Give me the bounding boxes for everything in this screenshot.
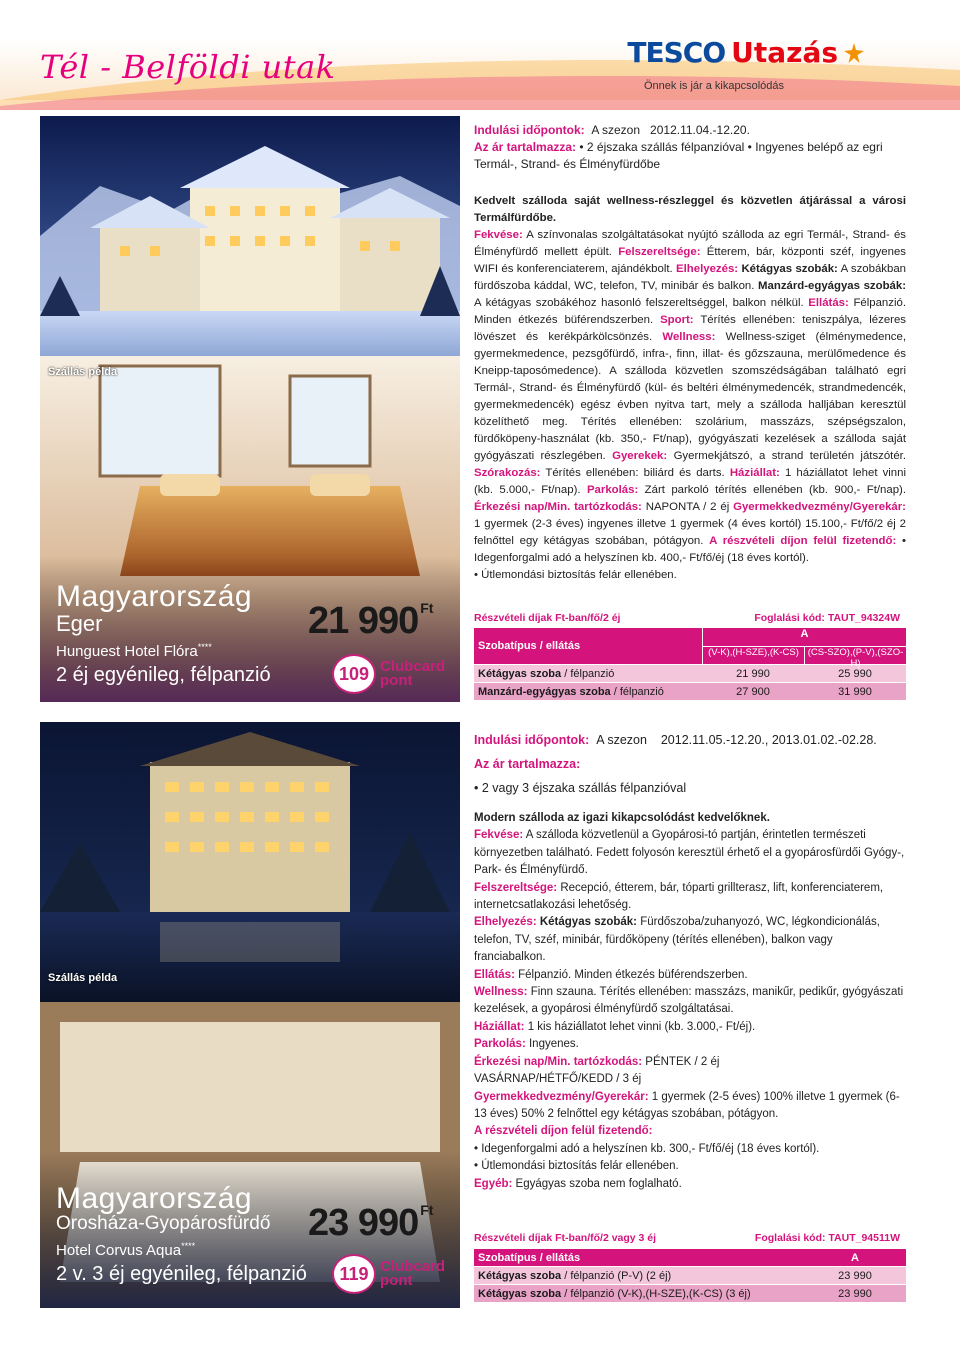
offer2-ellatas-label: Ellátás: [474, 968, 515, 981]
offer1-table-code: Foglalási kód: TAUT_94324W [754, 612, 900, 624]
offer2-ellatas: Félpanzió. Minden étkezés büférendszerben. [518, 968, 748, 981]
offer1-sub2: (CS-SZO),(P-V),(SZO-H) [804, 646, 906, 664]
offer1-hotel-exterior-image [40, 116, 460, 356]
offer1-felsz-label: Felszereltsége: [618, 246, 701, 258]
offer1-dij1: • Idegenforgalmi adó a helyszínen kb. 400,- Ft/fő/éj (18 éves kortól). [474, 535, 907, 564]
offer2-dij1: • Idegenforgalmi adó a helyszínen kb. 300,- Ft/fő/éj (18 éves kortól). [474, 1142, 820, 1155]
offer1-clubcard [332, 654, 445, 694]
offer2-price-table [474, 1232, 906, 1302]
offer1-price-currency: Ft [420, 600, 434, 616]
offer1-departure-label: Indulási időpontok: [474, 123, 585, 137]
offer1-clubcard-points: 109 [332, 654, 376, 694]
offer1-ellatas-label: Ellátás: [808, 297, 849, 309]
offer2-felsz: Recepció, étterem, bár, tóparti grillterasz, lift, konferenciaterem, internetcsatlakozási lehetőség. [474, 881, 884, 912]
offer1-manzard: A kétágyas szobákéhoz hasonló felszereltséggel, balkon nélkül. [474, 297, 804, 309]
offer1-szorak: Térítés ellenében: biliárd és darts. [545, 467, 725, 479]
offer2-egyeb: Egyágyas szoba nem foglalható. [515, 1177, 682, 1190]
offer2-table-title: Részvételi díjak Ft-ban/fő/2 vagy 3 éj [474, 1232, 657, 1244]
offer1-sport: Térítés ellenében: teniszpálya, lézeres lövészet és kerékpárkölcsönzés. [474, 314, 906, 343]
offer1-details [474, 193, 906, 584]
offer2-table-head [474, 1232, 906, 1244]
offer1-park: Zárt parkoló térítés ellenében (kb. 900,- Ft/nap). [644, 484, 907, 496]
offer1-dij2: • Útlemondási biztosítás felár ellenében. [474, 569, 677, 581]
offer1-ellatas: Félpanzió. Minden étkezés büférendszerben. [474, 297, 906, 326]
offer1-fekvese-label: Fekvése: [474, 229, 523, 241]
offer1-elhely: A szobákban fürdőszoba káddal, WC, telefon, TV, minibár és balkon. [474, 263, 906, 292]
table-row [474, 664, 906, 682]
offer2-clubcard-points: 119 [332, 1254, 376, 1294]
offer2-hotel-name [56, 1241, 346, 1259]
offer2-fekvese: A szálloda közvetlenül a Gyopárosi-tó partján, érintetlen természeti környezetben található. Fedett folyosón keresztül érhető el a gyopárosfürdői Gyógy-, Park- és Élményfürdő. [474, 829, 905, 877]
offer2-row2-name-rest: / félpanzió (V-K),(H-SZE),(K-CS) (3 éj) [561, 1287, 751, 1300]
logo-tesco-text: TESCO [627, 36, 726, 69]
offer1-includes-text1: • 2 éjszaka szállás félpanzióval • Ingyenes belépő az egri [579, 140, 883, 154]
offer1-table-header-row [474, 628, 906, 669]
offer2-hotel-text: Hotel Corvus Aqua [56, 1241, 182, 1259]
offer2-clubcard-label [380, 1257, 446, 1289]
offer2-clubcard-label1: Clubcard [380, 1257, 446, 1275]
offer2-photo-label: Szállás példa [48, 972, 118, 984]
offer1-row2-v1: 27 900 [736, 685, 770, 698]
offer2-felsz-label: Felszereltsége: [474, 881, 558, 894]
offer2-park: Ingyenes. [528, 1038, 579, 1051]
offer1-row1-v2: 25 990 [838, 667, 872, 680]
offer2-clubcard [332, 1254, 445, 1294]
offer2-fekvese-block [474, 827, 906, 879]
offer1-sub1: (V-K),(H-SZE),(K-CS) [702, 646, 804, 664]
offer1-hotel-name [56, 642, 356, 660]
offer1-gyk: 1 gyermek (2-3 éves) ingyenes illetve 1 gyermek (4 éves kortól) 15.100,- Ft/fő/2 éj 2 felnőttel egy kétágyas szobában, pótágyon. [474, 518, 906, 547]
offer1-wellness-label: Wellness: [662, 331, 716, 343]
offer2-elhely-bold: Kétágyas szobák: [539, 916, 638, 929]
offer2-table-code: Foglalási kód: TAUT_94511W [754, 1232, 900, 1244]
offer2-park-block [474, 1036, 906, 1053]
offer1-season: A [702, 628, 906, 646]
offer1-col-head: Szobatípus / ellátás [474, 628, 702, 664]
offer1-erk-label: Érkezési nap/Min. tartózkodás: [474, 501, 642, 513]
offer2-park-label: Parkolás: [474, 1038, 526, 1051]
offer2-erk1: PÉNTEK / 2 éj [645, 1055, 720, 1068]
offer2-gyk-block [474, 1089, 906, 1124]
offer2-stars: **** [181, 1240, 196, 1251]
offer1-row1-name [474, 668, 702, 680]
offer2-hazi-block [474, 1019, 906, 1036]
offer1-includes-text2: Termál-, Strand- és Élményfürdőbe [474, 157, 661, 171]
offer1-hazi: 1 háziállatot lehet vinni (kb. 5.000,- Ft/nap). [474, 467, 907, 496]
offer1-table-title: Részvételi díjak Ft-ban/fő/2 éj [474, 612, 621, 624]
table-row [474, 1266, 906, 1284]
tesco-utazas-logo [627, 36, 864, 69]
offer1-row1-name-b: Kétágyas szoba [478, 667, 562, 680]
offer1-row2-name-b: Manzárd-egyágyas szoba [478, 685, 611, 698]
offer2-country: Magyarország [56, 1182, 253, 1215]
offer1-season-cols [702, 628, 906, 669]
offer2-egyeb-label: Egyéb: [474, 1177, 513, 1190]
offer1-manzard-bold: Manzárd-egyágyas szobák: [758, 280, 906, 292]
offer2-includes-text: • 2 vagy 3 éjszaka szállás félpanzióval [474, 781, 687, 795]
offer2-price-value: 23 990 [308, 1202, 419, 1244]
offer2-egyeb-block [474, 1176, 906, 1193]
offer1-season-sub [702, 646, 906, 669]
offer2-clubcard-label2: pont [380, 1272, 413, 1289]
offer1-sport-label: Sport: [660, 314, 694, 326]
page-header [0, 0, 960, 100]
offer2-erk2: VASÁRNAP/HÉTFŐ/KEDD / 3 éj [474, 1073, 642, 1086]
offer2-details-top [474, 728, 912, 800]
offer2-city: Orosháza-Gyopárosfürdő [56, 1213, 271, 1234]
offer2-price-currency: Ft [420, 1202, 434, 1218]
offer2-departure-label: Indulási időpontok: [474, 733, 590, 747]
offer1-trip: 2 éj egyénileg, félpanzió [56, 664, 271, 687]
offer2-erk-block [474, 1054, 906, 1071]
offer2-dij2: • Útlemondási biztosítás felár ellenében. [474, 1160, 679, 1173]
offer2-row2-name-b: Kétágyas szoba [478, 1287, 562, 1300]
offer1-hotel-text: Hunguest Hotel Flóra [56, 643, 198, 661]
offer2-row1-name [474, 1270, 804, 1282]
offer2-row1-name-rest: / félpanzió (P-V) (2 éj) [561, 1269, 672, 1282]
offer1-price-table [474, 612, 906, 700]
offer2-col-head: Szobatípus / ellátás [478, 1251, 581, 1264]
offer2-intro: Modern szálloda az igazi kikapcsolódást kedvelőknek. [474, 812, 770, 824]
offer2-dates: 2012.11.05.-12.20., 2013.01.02.-02.28. [660, 733, 877, 747]
offer1-gyerekek-label: Gyerekek: [612, 450, 668, 462]
offer1-clubcard-label2: pont [380, 672, 413, 689]
offer2-wellness: Finn szauna. Térítés ellenében: masszázs, manikűr, pedikűr, gyógyászati kezelések, a gyopárosi élményfürdő szolgáltatásai. [474, 986, 904, 1016]
offer2-departure [474, 728, 912, 752]
offer1-price [308, 600, 433, 643]
offer2-felsz-block [474, 880, 906, 915]
offer2-includes-label: Az ár tartalmazza: [474, 757, 581, 771]
offer1-dates: 2012.11.04.-12.20. [650, 123, 750, 137]
offer1-erk: NAPONTA / 2 éj [645, 501, 730, 513]
offer1-row1-v1: 21 990 [736, 667, 770, 680]
offer1-includes-label: Az ár tartalmazza: [474, 140, 577, 154]
offer2-season: A [851, 1251, 859, 1264]
offer2-details [474, 810, 906, 1193]
offer2-season: A szezon [596, 733, 647, 747]
offer2-ellatas-block [474, 967, 906, 984]
offer2-erk-label: Érkezési nap/Min. tartózkodás: [474, 1055, 643, 1068]
tagline: Önnek is jár a kikapcsolódás [643, 80, 784, 92]
offer2-elhely-label: Elhelyezés: [474, 916, 537, 929]
offer1-details-top [474, 122, 912, 173]
offer2-row1-name-b: Kétágyas szoba [478, 1269, 562, 1282]
offer2-elhely: Fürdőszoba/zuhanyozó, WC, légkondicionálás, telefon, TV, széf, minibár, fürdőköpeny (térítés ellenében), balkon vagy franciabalkon. [474, 916, 880, 964]
offer1-gyk-label: Gyermekkedvezmény/Gyerekár: [733, 501, 906, 513]
offer2-gyk: 1 gyermek (2-5 éves) 100% illetve 1 gyermek (6-13 éves) 50% 2 felnőttel egy kétágyas szobában, pótágyon. [474, 1090, 900, 1120]
offer1-row2-name [474, 686, 702, 698]
offer1-includes [474, 139, 912, 156]
offer2-row2-name [474, 1288, 804, 1300]
offer1-intro: Kedvelt szálloda saját wellness-részleggel és közvetlen átjárással a városi Termálfürdőbe. [474, 195, 906, 224]
offer2-elhely-block [474, 914, 906, 966]
offer1-description [474, 227, 906, 567]
offer1-elhely-label: Elhelyezés: [676, 263, 739, 275]
offer2-gyk-label: Gyermekkedvezmény/Gyerekár: [474, 1090, 649, 1103]
offer2-fekvese-label: Fekvése: [474, 829, 524, 842]
offer1-wellness: Wellness-sziget (élménymedence, gyermekmedence, pezsgőfürdő, infra-, finn, illat- és gőzszauna, merülőmedence és Kneipp-taposómedence). A szálloda közvetlen szomszédságában található egri Termál-, Strand- és Élményfürdő (kül- és beltéri élménymedencék, strandmedencék, gyermekmedencék) egész évben nyitva tart, mely a szálloda halljában keresztül közelíthető meg. Térítés ellenében: szolárium, masszázs, szépségszalon, fürdőköpeny-használat (kb. 350,- Ft/nap), gyógyászati kezelések a szálloda saját gyógyászati részlegében. [474, 331, 906, 462]
offer2-row2-v1: 23 990 [838, 1287, 872, 1300]
offer1-season: A szezon [591, 123, 641, 137]
offer2-row1-v1: 23 990 [838, 1269, 872, 1282]
offer2-destination [56, 1184, 346, 1286]
offer1-row1-name-rest: / félpanzió [561, 667, 615, 680]
offer2-hazi: 1 kis háziállatot lehet vinni (kb. 3.000,- Ft/éj). [527, 1020, 756, 1033]
offer2-wellness-block [474, 984, 906, 1019]
table-row [474, 1284, 906, 1302]
logo-utazas-text: Utazás [731, 36, 838, 69]
offer1-gyerekek: Gyermekjátszó, a strand területén játszótér. [673, 450, 906, 462]
offer1-felsz: Étterem, bár, központi széf, ingyenes WIFI és konferenciaterem, ajándékbolt. [474, 246, 906, 275]
offer1-park-label: Parkolás: [586, 484, 639, 496]
offer1-clubcard-label1: Clubcard [380, 657, 446, 675]
offer1-dij-label: A részvételi díjon felül fizetendő: [709, 535, 897, 547]
offer2-table-header-row [474, 1248, 906, 1266]
offer1-szorak-label: Szórakozás: [474, 467, 541, 479]
offer2-trip: 2 v. 3 éj egyénileg, félpanzió [56, 1262, 307, 1285]
offer1-country: Magyarország [56, 580, 253, 613]
offer1-photo-label: Szállás példa [48, 366, 118, 378]
offer1-hazi-label: Háziállat: [729, 467, 780, 479]
offer1-elhely-bold: Kétágyas szobák: [741, 263, 838, 275]
offer2-dij-label: A részvételi díjon felül fizetendő: [474, 1125, 653, 1138]
table-row [474, 682, 906, 700]
offer1-clubcard-label [380, 657, 446, 689]
offer2-price [308, 1202, 433, 1245]
offer1-row2-v2: 31 990 [838, 685, 872, 698]
offer1-price-value: 21 990 [308, 600, 419, 642]
offer1-fekvese: A színvonalas szolgáltatásokat nyújtó szálloda az egri Termál-, Strand- és Élményfürdő mellett épült. [474, 229, 906, 258]
offer1-table-head [474, 612, 906, 624]
offer1-stars: **** [197, 642, 212, 653]
offer2-wellness-label: Wellness: [474, 986, 528, 999]
offer1-departure [474, 122, 912, 139]
offer1-city: Eger [56, 611, 103, 636]
page-title: Tél - Belföldi utak [40, 48, 336, 86]
star-icon [844, 43, 864, 63]
offer1-row2-name-rest: / félpanzió [610, 685, 664, 698]
offer2-hazi-label: Háziállat: [474, 1020, 525, 1033]
